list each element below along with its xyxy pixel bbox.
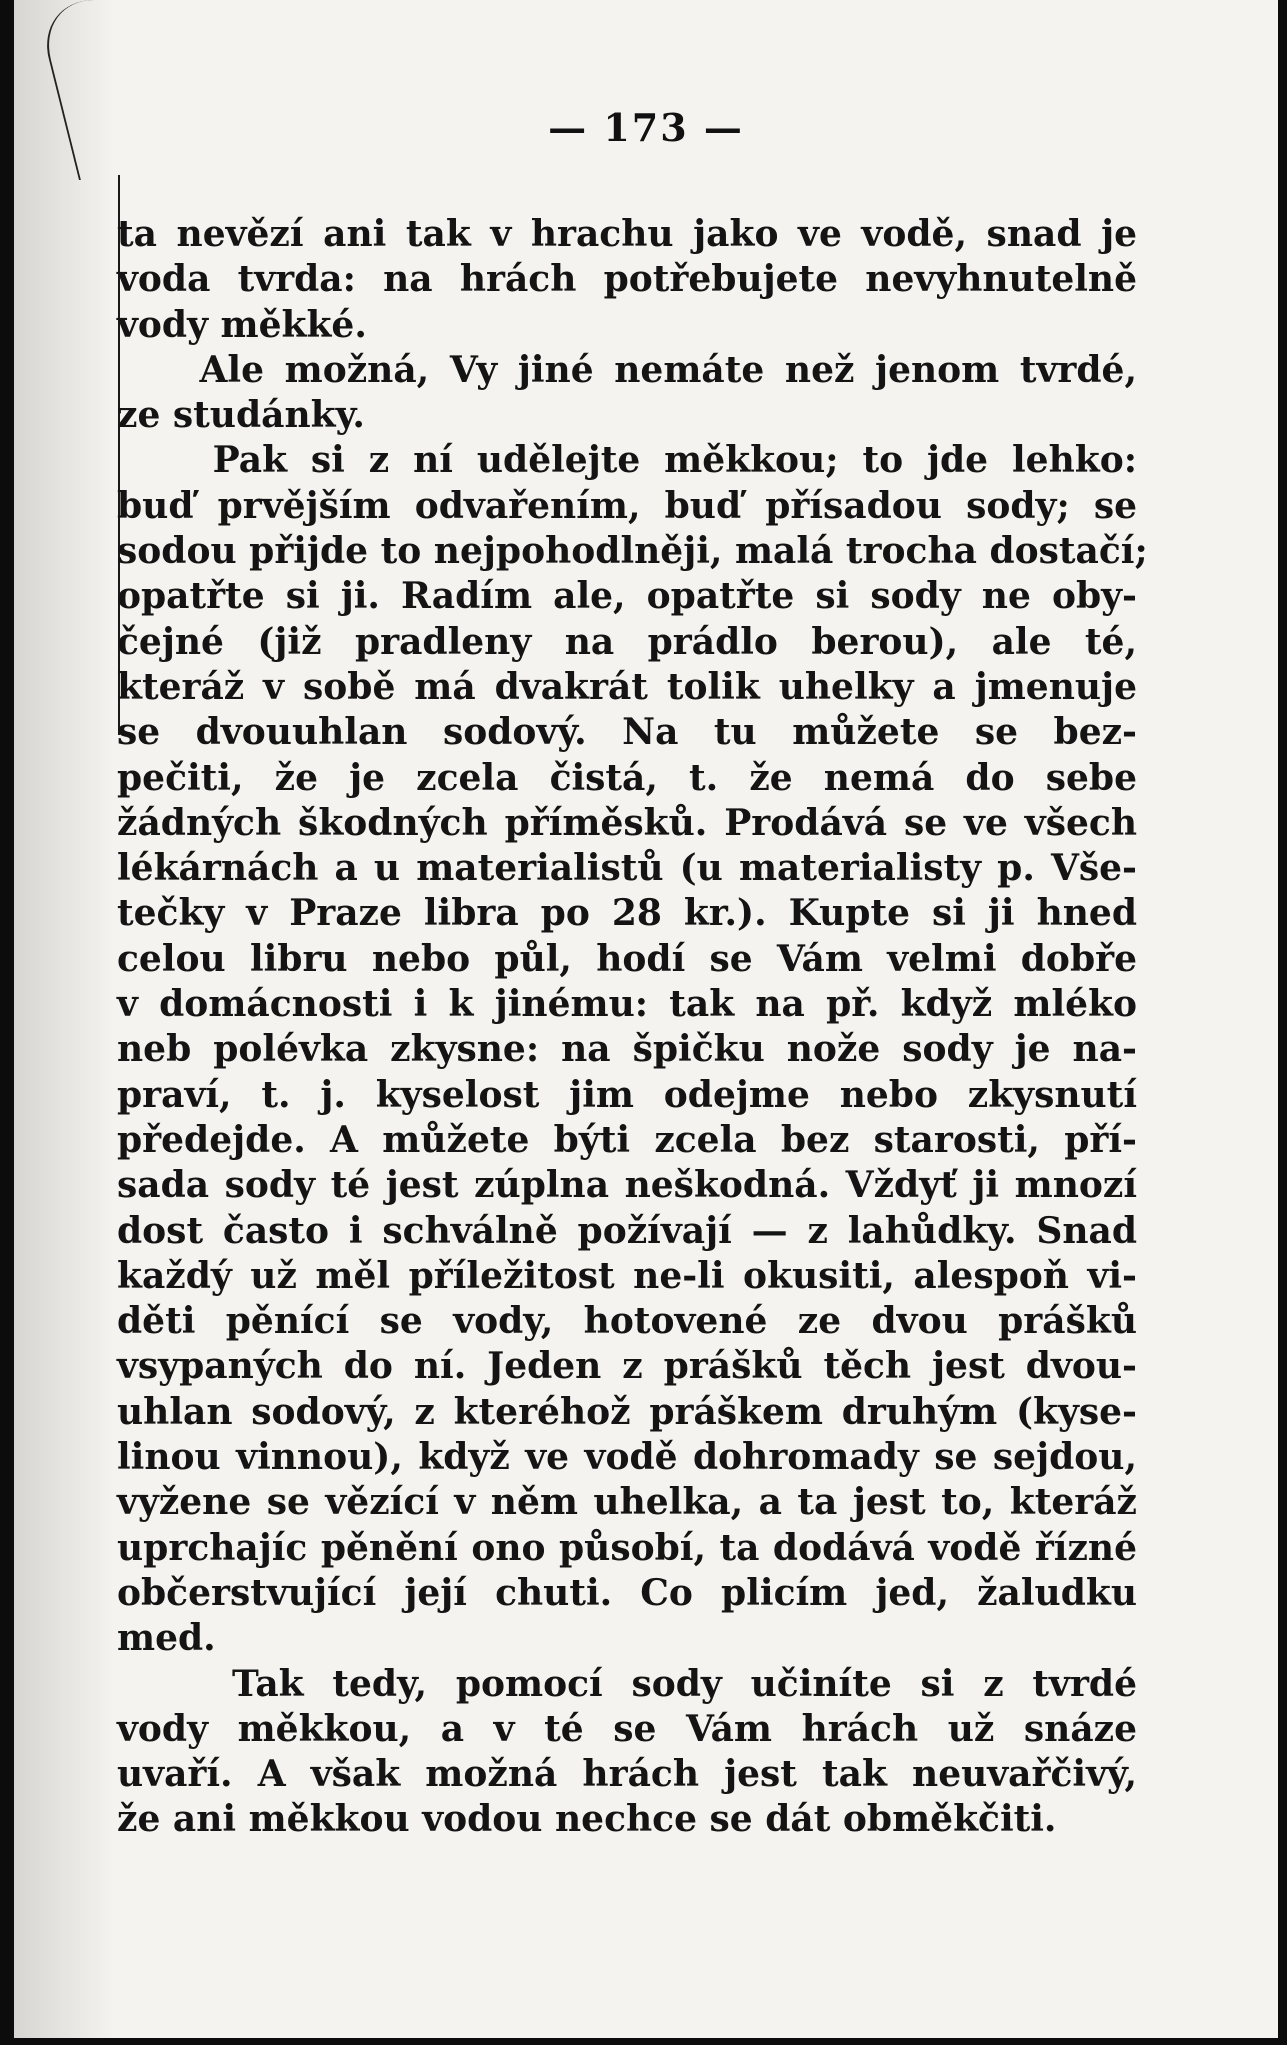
text-line: linou vinnou), když ve vodě dohromady se sejdou,: [117, 1436, 1137, 1479]
text-line: sodou přijde to nejpohodlněji, malá trocha dostačí;: [117, 530, 1148, 573]
text-line: buď prvějším odvařením, buď přísadou sody; se: [117, 484, 1137, 527]
text-line: Ale možná, Vy jiné nemáte než jenom tvrdé,: [117, 348, 1137, 391]
text-line: ta nevězí ani tak v hrachu jako ve vodě, snad je: [117, 213, 1137, 255]
text-line: voda tvrda: na hrách potřebujete nevyhnutelně: [117, 258, 1137, 301]
text-line: čejné (již pradleny na prádlo berou), ale té,: [117, 620, 1137, 663]
text-line: se dvouuhlan sodový. Na tu můžete se bez-: [117, 711, 1137, 754]
text-line: opatřte si ji. Radím ale, opatřte si sody ne oby-: [117, 575, 1137, 618]
text-line: med.: [117, 1617, 216, 1660]
text-line: Pak si z ní udělejte měkkou; to jde lehko:: [117, 439, 1137, 482]
page-body-text: [117, 212, 1148, 1843]
text-line: tečky v Praze libra po 28 kr.). Kupte si ji hned: [117, 892, 1137, 935]
text-line: Tak tedy, pomocí sody učiníte si z tvrdé: [117, 1662, 1137, 1705]
text-line: uvaří. A však možná hrách jest tak neuvařčivý,: [117, 1753, 1137, 1796]
page-edge-shadow: [14, 0, 114, 2038]
text-line: že ani měkkou vodou nechce se dát obměkčiti.: [117, 1798, 1057, 1841]
page-number: — 173 —: [548, 105, 744, 150]
text-line: neb polévka zkysne: na špičku nože sody je na-: [117, 1028, 1137, 1071]
text-line: každý už měl příležitost ne-li okusiti, alespoň vi-: [117, 1254, 1137, 1297]
text-line: praví, t. j. kyselost jim odejme nebo zkysnutí: [117, 1073, 1137, 1116]
text-line: vyžene se vězící v něm uhelka, a ta jest to, kteráž: [117, 1481, 1137, 1524]
text-line: vody měkké.: [117, 303, 367, 346]
text-line: ze studánky.: [117, 394, 365, 437]
text-line: uprchajíc pěnění ono působí, ta dodává vodě řízné: [117, 1526, 1137, 1569]
book-page: [14, 0, 1278, 2038]
text-line: dost často i schválně požívají — z lahůdky. Snad: [117, 1209, 1137, 1252]
text-line: uhlan sodový, z kteréhož práškem druhým (kyse-: [117, 1390, 1137, 1433]
text-line: děti pěnící se vody, hotovené ze dvou prášků: [117, 1300, 1137, 1343]
text-line: občerstvující její chuti. Co plicím jed, žaludku: [117, 1571, 1137, 1614]
text-line: předejde. A můžete býti zcela bez starosti, pří-: [117, 1118, 1137, 1161]
text-line: kteráž v sobě má dvakrát tolik uhelky a jmenuje: [117, 665, 1137, 708]
text-line: vody měkkou, a v té se Vám hrách už snáze: [117, 1707, 1137, 1750]
text-line: celou libru nebo půl, hodí se Vám velmi dobře: [117, 937, 1137, 980]
text-line: pečiti, že je zcela čistá, t. že nemá do sebe: [117, 756, 1137, 799]
text-line: vsypaných do ní. Jeden z prášků těch jest dvou-: [117, 1345, 1137, 1388]
text-line: sada sody té jest zúplna neškodná. Vždyť ji mnozí: [117, 1164, 1137, 1207]
text-line: v domácnosti i k jinému: tak na př. když mléko: [117, 983, 1137, 1026]
text-line: lékárnách a u materialistů (u materialisty p. Vše-: [117, 847, 1137, 890]
text-line: žádných škodných příměsků. Prodává se ve všech: [117, 801, 1137, 844]
